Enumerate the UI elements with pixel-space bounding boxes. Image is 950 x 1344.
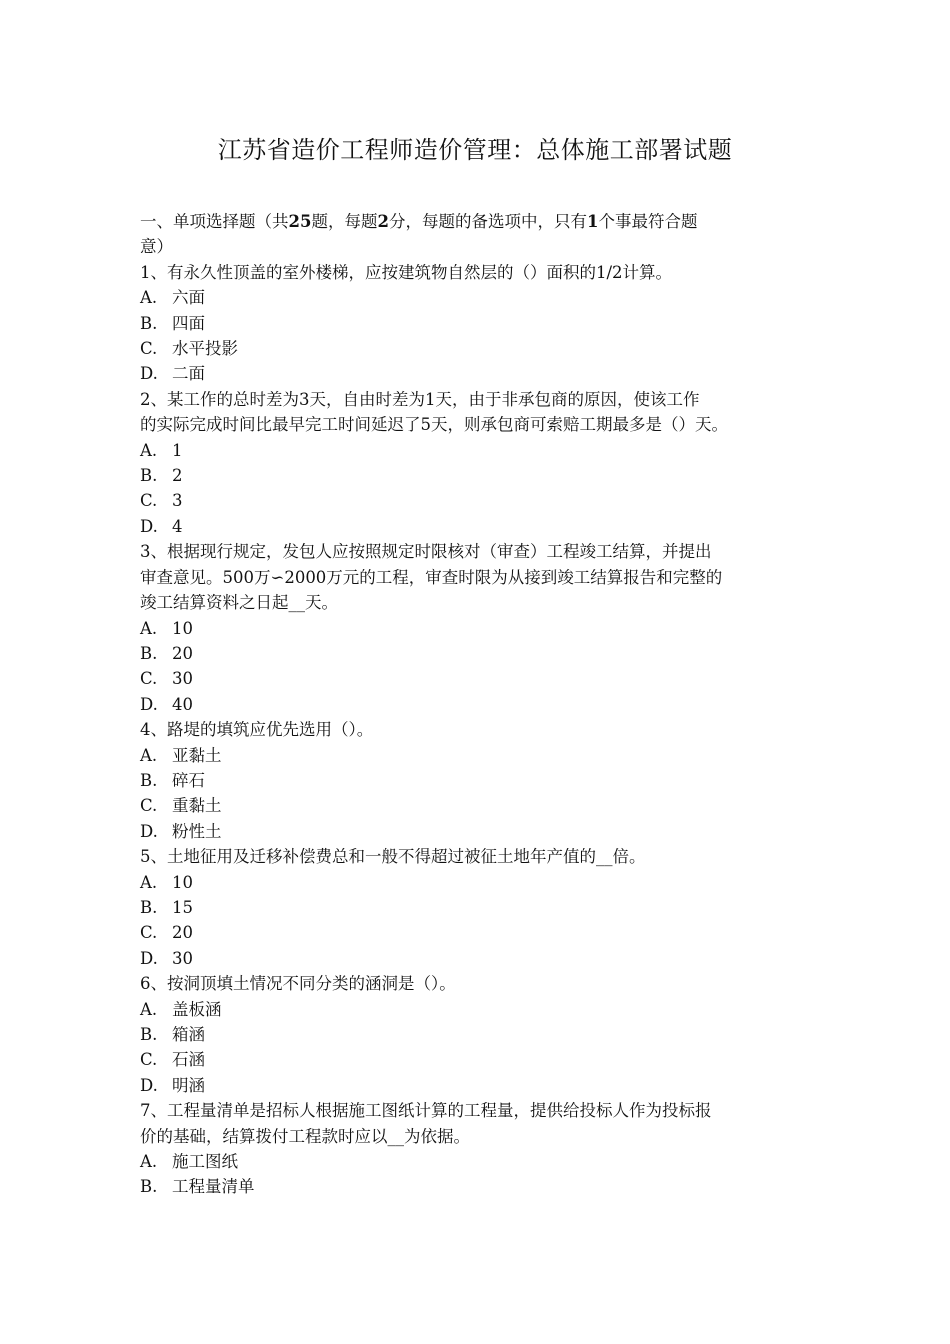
- option-text: 石涵: [172, 1050, 205, 1070]
- option-letter: B.: [140, 770, 158, 790]
- question-1-option-a: [140, 285, 820, 310]
- question-3-text-line-2: 审查意见。500万∽2000万元的工程，审查时限为从接到竣工结算报告和完整的: [140, 567, 723, 587]
- option-letter: A.: [140, 745, 158, 765]
- option-letter: B.: [140, 466, 158, 486]
- question-1-text: 1、有永久性顶盖的室外楼梯，应按建筑物自然层的（）面积的1/2计算。: [140, 262, 673, 282]
- option-letter: A.: [140, 1152, 158, 1172]
- question-7-option-a: [140, 1149, 820, 1174]
- question-6-text: 6、按洞顶填土情况不同分类的涵洞是（）。: [140, 974, 456, 994]
- question-3-option-d: [140, 692, 820, 717]
- question-1-option-b: [140, 311, 820, 336]
- document-title: 江苏省造价工程师造价管理：总体施工部署试题: [217, 136, 733, 164]
- question-3-text-line-3: 竣工结算资料之日起__天。: [140, 593, 338, 613]
- option-text: 40: [172, 694, 193, 714]
- option-text: 20: [172, 643, 193, 663]
- option-letter: D.: [140, 694, 158, 714]
- question-7-option-b: [140, 1174, 820, 1199]
- option-text: 30: [172, 948, 193, 968]
- option-text: 水平投影: [172, 339, 238, 359]
- option-text: 六面: [172, 288, 205, 308]
- option-letter: C.: [140, 1050, 158, 1070]
- option-text: 二面: [172, 364, 205, 384]
- question-4-text: 4、路堤的填筑应优先选用（）。: [140, 720, 374, 740]
- option-letter: B.: [140, 643, 158, 663]
- option-text: 1: [172, 440, 183, 460]
- question-5-option-a: [140, 870, 820, 895]
- question-4-option-d: [140, 819, 820, 844]
- option-text: 亚黏土: [172, 745, 222, 765]
- question-2-option-c: [140, 488, 820, 513]
- question-4-option-b: [140, 768, 820, 793]
- option-letter: D.: [140, 948, 158, 968]
- section-heading-line-1: 一、单项选择题（共25题，每题2分，每题的备选项中，只有1个事最符合题: [140, 212, 698, 231]
- document-body: [140, 209, 820, 1200]
- question-6-option-c: [140, 1047, 820, 1072]
- option-letter: C.: [140, 339, 158, 359]
- option-letter: A.: [140, 618, 158, 638]
- option-text: 30: [172, 669, 193, 689]
- question-3-option-a: [140, 616, 820, 641]
- question-4-option-a: [140, 743, 820, 768]
- option-letter: C.: [140, 491, 158, 511]
- option-letter: A.: [140, 999, 158, 1019]
- question-5-text: 5、土地征用及迁移补偿费总和一般不得超过被征土地年产值的__倍。: [140, 847, 646, 867]
- question-7-text-line-1: 7、工程量清单是招标人根据施工图纸计算的工程量，提供给投标人作为投标报: [140, 1101, 712, 1121]
- option-text: 施工图纸: [172, 1152, 238, 1172]
- question-3-option-b: [140, 641, 820, 666]
- option-text: 10: [172, 618, 193, 638]
- option-text: 4: [172, 516, 183, 536]
- option-letter: D.: [140, 821, 158, 841]
- option-text: 3: [172, 491, 183, 511]
- option-letter: C.: [140, 923, 158, 943]
- question-5-option-d: [140, 946, 820, 971]
- question-2-option-d: [140, 514, 820, 539]
- question-1-option-d: [140, 361, 820, 386]
- question-2-option-b: [140, 463, 820, 488]
- option-letter: D.: [140, 364, 158, 384]
- question-5-option-b: [140, 895, 820, 920]
- question-1-option-c: [140, 336, 820, 361]
- question-2-text-line-2: 的实际完成时间比最早完工时间延迟了5天，则承包商可索赔工期最多是（）天。: [140, 415, 728, 435]
- option-text: 箱涵: [172, 1025, 205, 1044]
- option-letter: C.: [140, 796, 158, 816]
- question-4-option-c: [140, 793, 820, 818]
- option-text: 重黏土: [172, 796, 222, 816]
- question-3-option-c: [140, 666, 820, 691]
- option-text: 四面: [172, 313, 205, 333]
- option-letter: C.: [140, 669, 158, 689]
- option-text: 明涵: [172, 1075, 205, 1095]
- option-letter: A.: [140, 440, 158, 460]
- option-letter: B.: [140, 897, 158, 917]
- question-7-text-line-2: 价的基础，结算拨付工程款时应以__为依据。: [140, 1126, 470, 1146]
- question-6-option-a: [140, 997, 820, 1022]
- option-letter: D.: [140, 516, 158, 536]
- option-text: 15: [172, 897, 193, 917]
- option-text: 20: [172, 923, 193, 943]
- option-letter: A.: [140, 872, 158, 892]
- option-text: 10: [172, 872, 193, 892]
- section-heading-line-2: 意）: [140, 237, 173, 257]
- question-2-option-a: [140, 438, 820, 463]
- option-letter: B.: [140, 1025, 158, 1044]
- option-text: 工程量清单: [172, 1177, 255, 1197]
- question-2-text-line-1: 2、某工作的总时差为3天，自由时差为1天，由于非承包商的原因，使该工作: [140, 389, 700, 409]
- option-letter: A.: [140, 288, 158, 308]
- option-letter: B.: [140, 1177, 158, 1197]
- question-6-option-b: [140, 1022, 820, 1047]
- option-text: 2: [172, 466, 183, 486]
- question-6-option-d: [140, 1073, 820, 1098]
- question-5-option-c: [140, 920, 820, 945]
- option-text: 粉性土: [172, 821, 222, 841]
- option-text: 碎石: [172, 770, 205, 790]
- option-text: 盖板涵: [172, 999, 222, 1019]
- option-letter: B.: [140, 313, 158, 333]
- question-3-text-line-1: 3、根据现行规定，发包人应按照规定时限核对（审查）工程竣工结算，并提出: [140, 542, 712, 562]
- option-letter: D.: [140, 1075, 158, 1095]
